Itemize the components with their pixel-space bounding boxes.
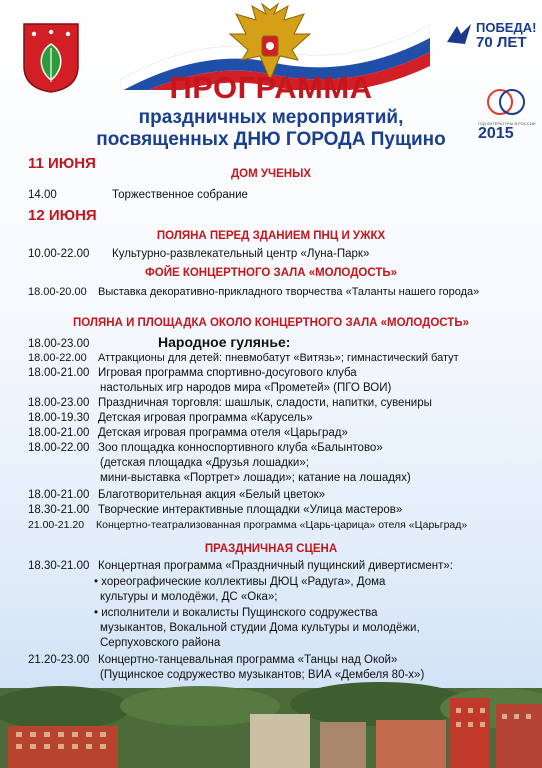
event-desc: Детская игровая программа «Карусель» <box>98 412 313 424</box>
event-time: 18.30-21.00 <box>28 504 90 516</box>
event-desc: Зоо площадка конноспортивного клуба «Балынтово» <box>98 442 383 454</box>
day1-venue: ДОМ УЧЕНЫХ <box>230 168 312 180</box>
pobeda-line1: ПОБЕДА! <box>476 20 537 35</box>
event-desc: Культурно-развлекательный центр «Луна-Парк» <box>112 248 370 260</box>
event-continuation: мини-выставка «Портрет» лошади»; катание на лошадях) <box>100 472 411 484</box>
event-time: 18.00-21.00 <box>28 427 90 439</box>
event-row <box>28 247 538 261</box>
venue2-heading: ФОЙЕ КОНЦЕРТНОГО ЗАЛА «МОЛОДОСТЬ» <box>144 267 398 279</box>
event-desc: Благотворительная акция «Белый цветок» <box>98 489 326 501</box>
year-label: 2015 <box>478 125 514 142</box>
event-row <box>28 411 538 425</box>
event-row <box>28 351 538 365</box>
event-row <box>28 441 538 455</box>
event-time: 18.00-20.00 <box>28 286 87 298</box>
event-continuation: настольных игр народов мира «Прометей» (ПГО ВОИ) <box>100 382 392 394</box>
subtitle-line1: праздничных мероприятий, <box>138 107 404 128</box>
event-row <box>28 488 538 502</box>
event-time: 21.20-23.00 <box>28 654 90 666</box>
event-time: 18.00-19.30 <box>28 412 90 424</box>
event-desc: Торжественное собрание <box>112 189 248 201</box>
event-row <box>28 188 538 202</box>
event-row <box>28 285 538 299</box>
event-row <box>28 559 538 573</box>
event-time: 18.30-21.00 <box>28 560 90 572</box>
event-desc: Игровая программа спортивно-досугового клуба <box>98 367 357 379</box>
event-desc: Концертно-танцевальная программа «Танцы над Окой» <box>98 654 398 666</box>
event-continuation: (детская площадка «Друзья лошадки»; <box>100 457 309 469</box>
event-desc: Выставка декоративно-прикладного творчества «Таланты нашего города» <box>98 286 480 298</box>
cityscape-illustration-icon <box>0 668 542 768</box>
event-continuation: музыкантов, Вокальной студии Дома культуры и молодёжи, <box>100 622 420 634</box>
event-desc: Праздничная торговля: шашлык, сладости, напитки, сувениры <box>98 397 432 409</box>
event-row <box>28 503 538 517</box>
pobeda-badge <box>476 20 538 60</box>
event-time: 18.00-21.00 <box>28 367 90 379</box>
event-time: 18.00-23.00 <box>28 338 90 350</box>
event-time: 18.00-21.00 <box>28 489 90 501</box>
event-desc: Концертная программа «Праздничный пущинский дивертисмент»: <box>98 560 453 572</box>
event-row <box>28 653 538 667</box>
event-desc: Творческие интерактивные площадки «Улица мастеров» <box>98 504 403 516</box>
event-time: 18.00-22.00 <box>28 352 87 364</box>
venue1-heading: ПОЛЯНА ПЕРЕД ЗДАНИЕМ ПНЦ И УЖКХ <box>156 230 386 242</box>
venue4-heading: ПРАЗДНИЧНАЯ СЦЕНА <box>204 543 338 555</box>
event-row <box>28 366 538 380</box>
day1-label: 11 ИЮНЯ <box>28 155 96 172</box>
event-time: 18.00-22.00 <box>28 442 90 454</box>
page-title: ПРОГРАММА <box>169 70 373 105</box>
event-continuation: культуры и молодёжи, ДС «Ока»; <box>100 591 278 603</box>
event-time: 18.00-23.00 <box>28 397 90 409</box>
event-row <box>28 335 538 351</box>
event-desc: Концертно-театрализованная программа «Царь-царица» отеля «Царьград» <box>96 519 468 531</box>
event-time: 14.00 <box>28 189 57 201</box>
event-bullet: • хореографические коллективы ДЮЦ «Радуга», Дома <box>94 576 386 588</box>
venue3-heading: ПОЛЯНА И ПЛОЩАДКА ОКОЛО КОНЦЕРТНОГО ЗАЛА «МОЛОДОСТЬ» <box>73 317 469 329</box>
event-desc: Народное гуляньe: <box>158 334 291 350</box>
day2-label: 12 ИЮНЯ <box>28 207 97 224</box>
event-desc: Детская игровая программа отеля «Царьград» <box>98 427 348 439</box>
event-time: 10.00-22.00 <box>28 248 90 260</box>
event-time: 21.00-21.20 <box>28 519 85 531</box>
event-row <box>28 396 538 410</box>
event-continuation: Серпуховского района <box>100 637 221 649</box>
event-row <box>28 518 538 532</box>
event-continuation: (Пущинское содружество музыкантов; ВИА «Дембеля 80-х») <box>100 669 425 681</box>
event-row <box>28 426 538 440</box>
event-bullet: • исполнители и вокалисты Пущинского содружества <box>94 607 378 619</box>
pobeda-line2: 70 ЛЕТ <box>476 34 527 51</box>
dove-icon <box>445 20 473 48</box>
year-caption: ГОД ЛИТЕРАТУРЫ В РОССИИ <box>478 121 536 126</box>
subtitle-line2: посвященных ДНЮ ГОРОДА Пущино <box>96 129 446 150</box>
event-desc: Аттракционы для детей: пневмобатут «Витязь»; гимнастический батут <box>98 352 459 364</box>
